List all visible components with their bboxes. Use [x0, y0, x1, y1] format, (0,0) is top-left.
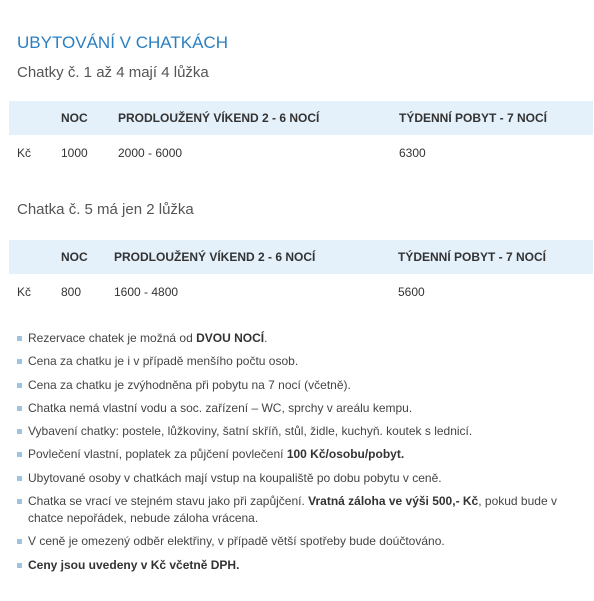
square-bullet-icon	[17, 452, 22, 457]
price-table-cabin-5	[9, 240, 593, 310]
list-item: Cena za chatku je i v případě menšího počtu osob.	[17, 353, 577, 370]
list-item: Povlečení vlastní, poplatek za půjčení povlečení 100 Kč/osobu/pobyt.	[17, 446, 577, 463]
square-bullet-icon	[17, 499, 22, 504]
square-bullet-icon	[17, 359, 22, 364]
table-header-week: TÝDENNÍ POBYT - 7 NOCÍ	[398, 250, 547, 264]
table-row	[9, 135, 593, 171]
table-cell-night-price: 800	[61, 285, 82, 299]
square-bullet-icon	[17, 539, 22, 544]
list-item: Vybavení chatky: postele, lůžkoviny, šatní skříň, stůl, židle, kuchyň. koutek s lednicí.	[17, 423, 577, 440]
table-header-weekend: PRODLOUŽENÝ VÍKEND 2 - 6 NOCÍ	[114, 250, 316, 264]
list-item: Rezervace chatek je možná od DVOU NOCÍ.	[17, 330, 577, 347]
square-bullet-icon	[17, 476, 22, 481]
page-title: UBYTOVÁNÍ V CHATKÁCH	[17, 33, 228, 52]
table-header-row	[9, 101, 593, 135]
square-bullet-icon	[17, 336, 22, 341]
table-cell-currency: Kč	[17, 146, 32, 160]
table-header-week: TÝDENNÍ POBYT - 7 NOCÍ	[399, 111, 548, 125]
list-item: Chatka nemá vlastní vodu a soc. zařízení – WC, sprchy v areálu kempu.	[17, 400, 577, 417]
list-item: Cena za chatku je zvýhodněna při pobytu na 7 nocí (včetně).	[17, 377, 577, 394]
list-item: Ubytované osoby v chatkách mají vstup na koupaliště po dobu pobytu v ceně.	[17, 470, 577, 487]
table-row	[9, 274, 593, 310]
table-cell-weekend-price: 1600 - 4800	[114, 285, 179, 299]
price-table-cabins-1-4	[9, 101, 593, 171]
list-item: Ceny jsou uvedeny v Kč včetně DPH.	[17, 557, 577, 574]
table-header-night: NOC	[61, 111, 88, 125]
section-subtitle-cabins-1-4: Chatky č. 1 až 4 mají 4 lůžka	[17, 64, 209, 81]
square-bullet-icon	[17, 563, 22, 568]
table-header-currency	[9, 101, 61, 135]
table-cell-currency: Kč	[17, 285, 32, 299]
square-bullet-icon	[17, 406, 22, 411]
notes-list	[17, 330, 577, 580]
table-header-row	[9, 240, 593, 274]
section-subtitle-cabin-5: Chatka č. 5 má jen 2 lůžka	[17, 201, 194, 218]
table-header-currency	[9, 240, 61, 274]
list-item: V ceně je omezený odběr elektřiny, v případě větší spotřeby bude doúčtováno.	[17, 533, 577, 550]
table-cell-night-price: 1000	[61, 146, 88, 160]
square-bullet-icon	[17, 429, 22, 434]
table-cell-week-price: 6300	[399, 146, 426, 160]
table-header-weekend: PRODLOUŽENÝ VÍKEND 2 - 6 NOCÍ	[118, 111, 320, 125]
list-item: Chatka se vrací ve stejném stavu jako při zapůjčení. Vratná záloha ve výši 500,- Kč, pokud bude v chatce nepořádek, nebude záloha vrácena.	[17, 493, 577, 527]
table-cell-weekend-price: 2000 - 6000	[118, 146, 183, 160]
table-header-night: NOC	[61, 250, 88, 264]
table-cell-week-price: 5600	[398, 285, 425, 299]
square-bullet-icon	[17, 383, 22, 388]
